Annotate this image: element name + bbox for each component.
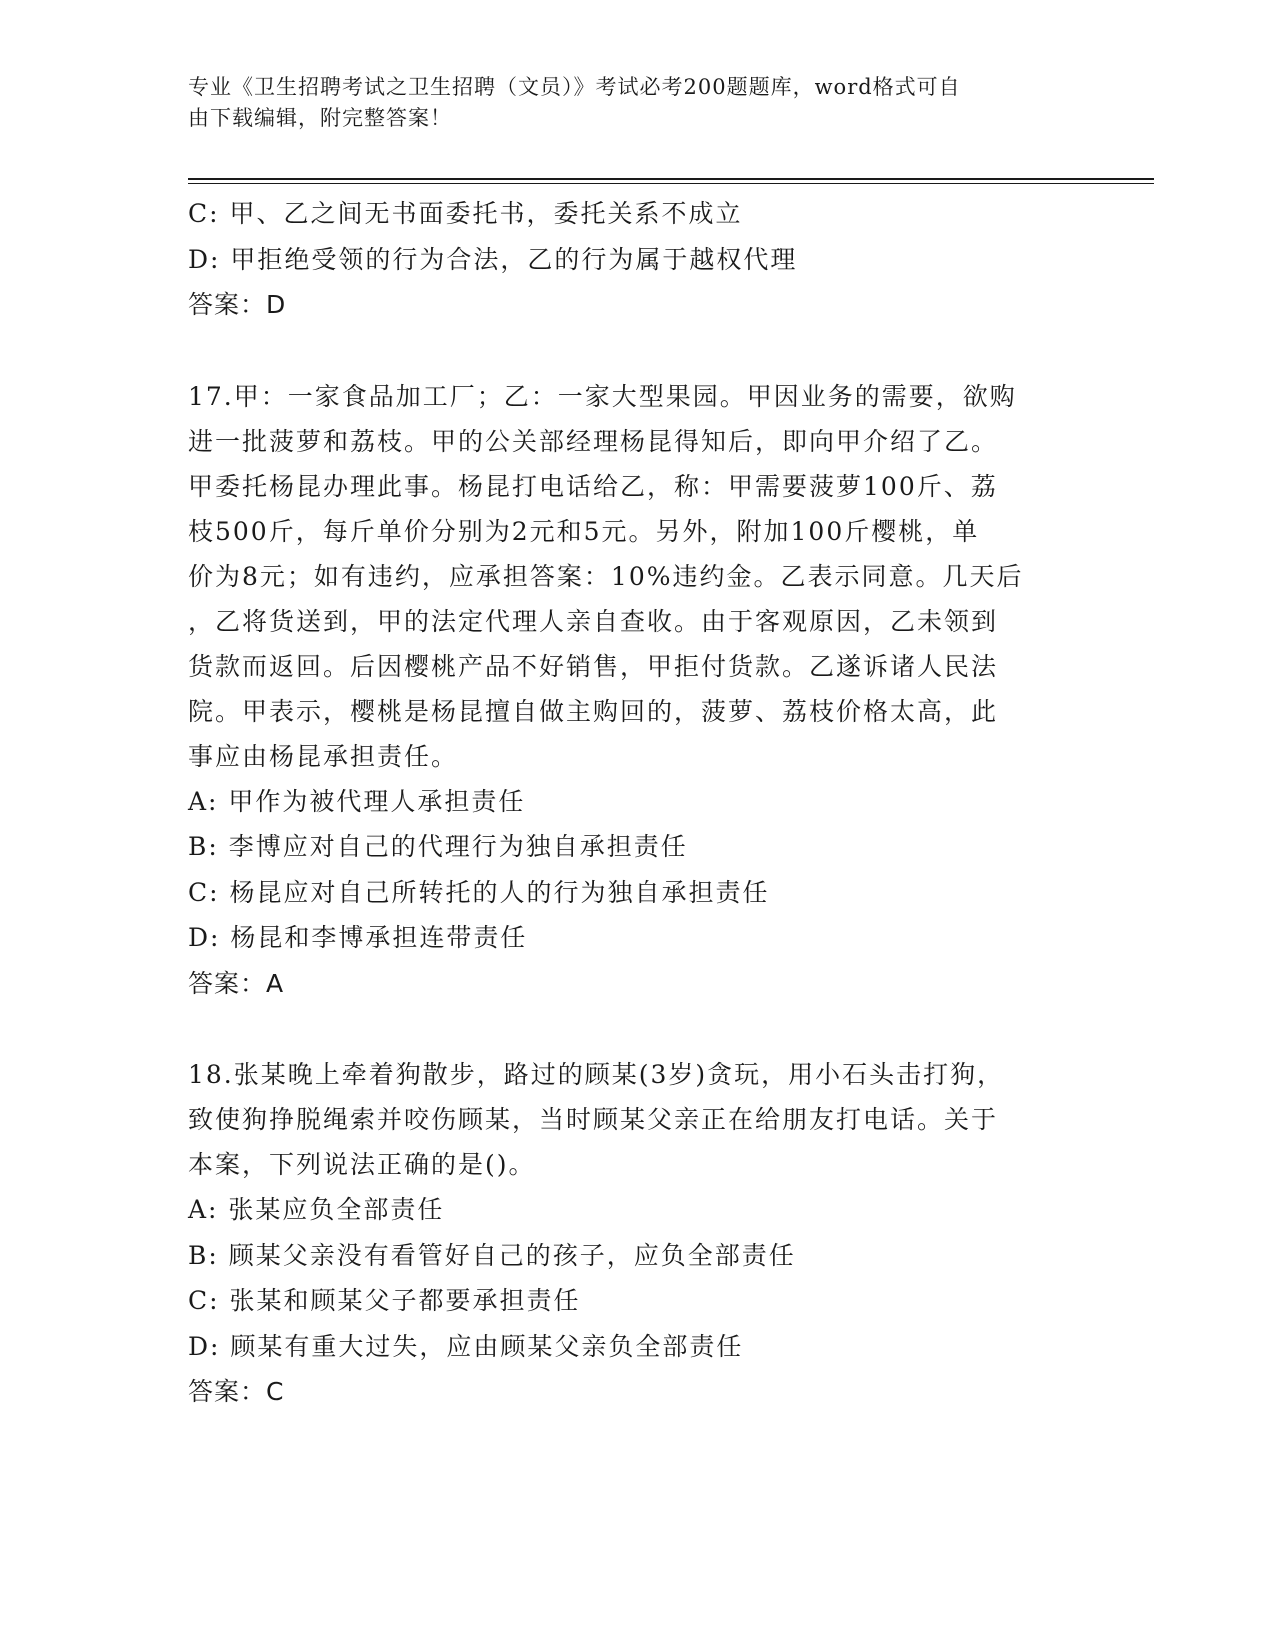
q18-option-b: B: 顾某父亲没有看管好自己的孩子，应负全部责任 xyxy=(188,1240,796,1270)
q17-stem-line: 17.甲：一家食品加工厂；乙：一家大型果园。甲因业务的需要，欲购 xyxy=(188,381,1017,411)
q17-stem-line: 货款而返回。后因樱桃产品不好销售，甲拒付货款。乙遂诉诸人民法 xyxy=(188,651,999,681)
q16-answer: 答案：D xyxy=(188,290,287,319)
q17-stem-line: 事应由杨昆承担责任。 xyxy=(188,741,459,771)
q17-stem-line: ，乙将货送到，甲的法定代理人亲自查收。由于客观原因，乙未领到 xyxy=(188,606,999,636)
q17-stem-line: 院。甲表示，樱桃是杨昆擅自做主购回的，菠萝、荔枝价格太高，此 xyxy=(188,696,999,726)
q18-stem-line: 本案，下列说法正确的是()。 xyxy=(188,1150,536,1179)
q17-option-c: C: 杨昆应对自己所转托的人的行为独自承担责任 xyxy=(188,877,770,907)
q18-answer: 答案：C xyxy=(188,1377,285,1406)
q17-stem-line: 枝500斤，每斤单价分别为2元和5元。另外，附加100斤樱桃，单 xyxy=(188,516,980,546)
q18-option-c: C: 张某和顾某父子都要承担责任 xyxy=(188,1286,581,1315)
header-line-1: 专业《卫生招聘考试之卫生招聘（文员）》考试必考200题题库，word格式可自 xyxy=(188,75,961,99)
q18-stem-line: 18.张某晚上牵着狗散步，路过的顾某(3岁)贪玩，用小石头击打狗， xyxy=(188,1060,1005,1089)
question-16-tail xyxy=(188,191,1088,328)
document-body xyxy=(188,191,1088,1415)
header-divider-thick xyxy=(188,178,1154,180)
q17-option-b: B: 李博应对自己的代理行为独自承担责任 xyxy=(188,832,688,861)
q17-answer: 答案：A xyxy=(188,968,285,998)
q17-option-a: A: 甲作为被代理人承担责任 xyxy=(188,786,526,816)
question-18 xyxy=(188,1052,1088,1415)
header-divider-thin xyxy=(188,183,1154,184)
q16-option-d: D: 甲拒绝受领的行为合法，乙的行为属于越权代理 xyxy=(188,244,798,274)
document-header xyxy=(188,72,1068,134)
spacer xyxy=(188,328,1088,374)
header-line-2: 由下载编辑，附完整答案！ xyxy=(188,106,452,130)
q16-option-c: C: 甲、乙之间无书面委托书，委托关系不成立 xyxy=(188,199,743,228)
q18-stem-line: 致使狗挣脱绳索并咬伤顾某，当时顾某父亲正在给朋友打电话。关于 xyxy=(188,1105,999,1134)
q18-option-a: A: 张某应负全部责任 xyxy=(188,1195,445,1224)
q18-option-d: D: 顾某有重大过失，应由顾某父亲负全部责任 xyxy=(188,1331,744,1361)
q17-stem-line: 进一批菠萝和荔枝。甲的公关部经理杨昆得知后，即向甲介绍了乙。 xyxy=(188,426,999,456)
q17-stem-line: 价为8元；如有违约，应承担答案：10%违约金。乙表示同意。几天后 xyxy=(188,561,1024,591)
q17-option-d: D: 杨昆和李博承担连带责任 xyxy=(188,923,528,952)
q18-stem xyxy=(188,1052,1088,1187)
question-17 xyxy=(188,374,1088,1007)
q17-stem-line: 甲委托杨昆办理此事。杨昆打电话给乙，称：甲需要菠萝100斤、荔 xyxy=(188,471,998,501)
q17-stem xyxy=(188,374,1088,779)
spacer xyxy=(188,1006,1088,1052)
